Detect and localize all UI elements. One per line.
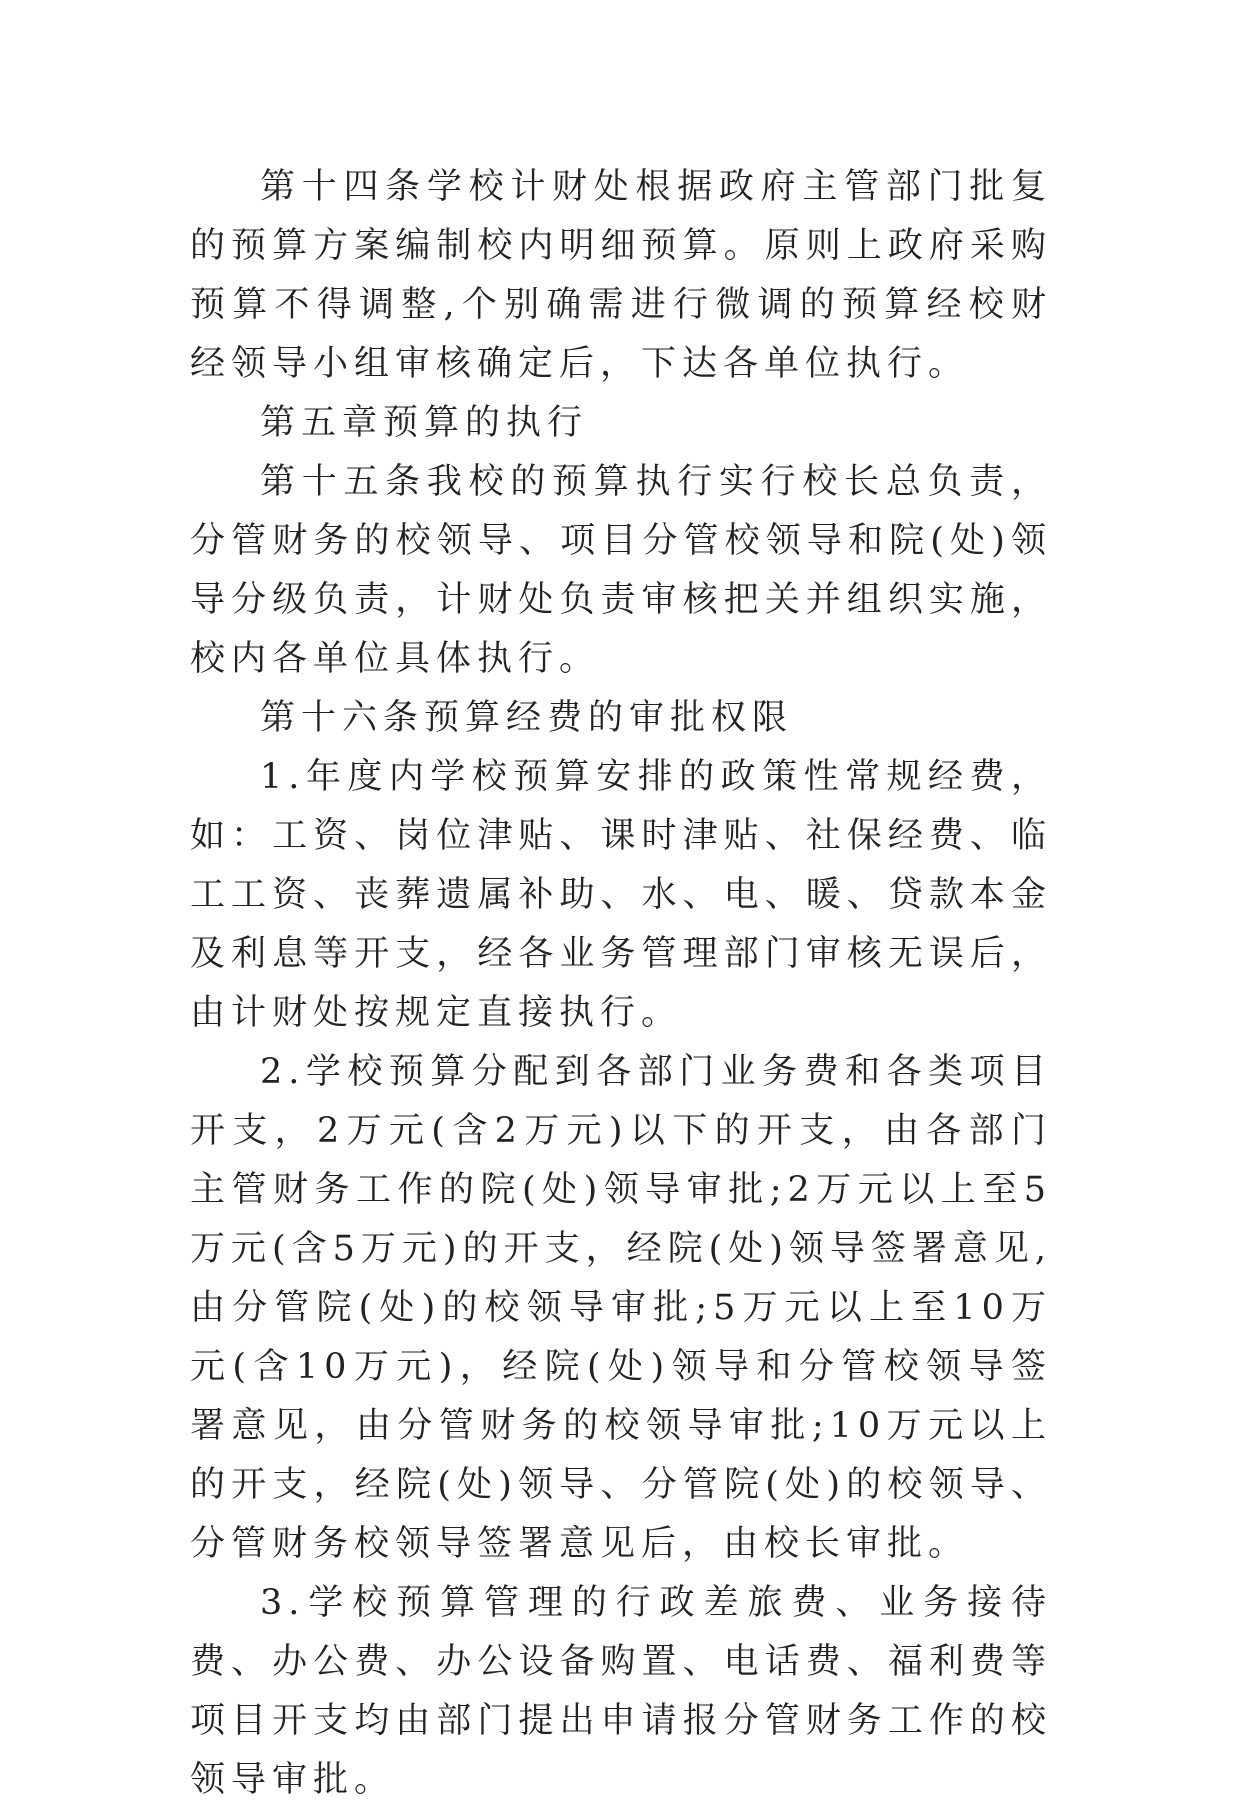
paragraph-article-16-heading: 第十六条预算经费的审批权限 <box>260 698 794 738</box>
paragraph-item-1: 1.年度内学校预算安排的政策性常规经费，如：工资、岗位津贴、课时津贴、社保经费、临工工资、丧葬遗属补助、水、电、暖、贷款本金及利息等开支，经各业务管理部门审核无误后，由计财处按规定直接执行。 <box>190 757 1052 1033</box>
paragraph-article-14: 第十四条学校计财处根据政府主管部门批复的预算方案编制校内明细预算。原则上政府采购预算不得调整,个别确需进行微调的预算经校财经领导小组审核确定后，下达各单位执行。 <box>190 167 1052 384</box>
paragraph-article-15: 第十五条我校的预算执行实行校长总负责，分管财务的校领导、项目分管校领导和院(处)领导分级负责，计财处负责审核把关并组织实施，校内各单位具体执行。 <box>190 462 1052 679</box>
chapter-heading: 第五章预算的执行 <box>260 403 589 443</box>
paragraph-item-3: 3.学校预算管理的行政差旅费、业务接待费、办公费、办公设备购置、电话费、福利费等项目开支均由部门提出申请报分管财务工作的校领导审批。 <box>190 1583 1052 1800</box>
document-body <box>190 158 1052 1810</box>
paragraph-item-2: 2.学校预算分配到各部门业务费和各类项目开支，2万元(含2万元)以下的开支，由各部门主管财务工作的院(处)领导审批;2万元以上至5万元(含5万元)的开支，经院(处)领导签署意见,由分管院(处)的校领导审批;5万元以上至10万元(含10万元)，经院(处)领导和分管校领导签署意见，由分管财务的校领导审批;10万元以上的开支，经院(处)领导、分管院(处)的校领导、分管财务校领导签署意见后，由校长审批。 <box>190 1052 1053 1564</box>
